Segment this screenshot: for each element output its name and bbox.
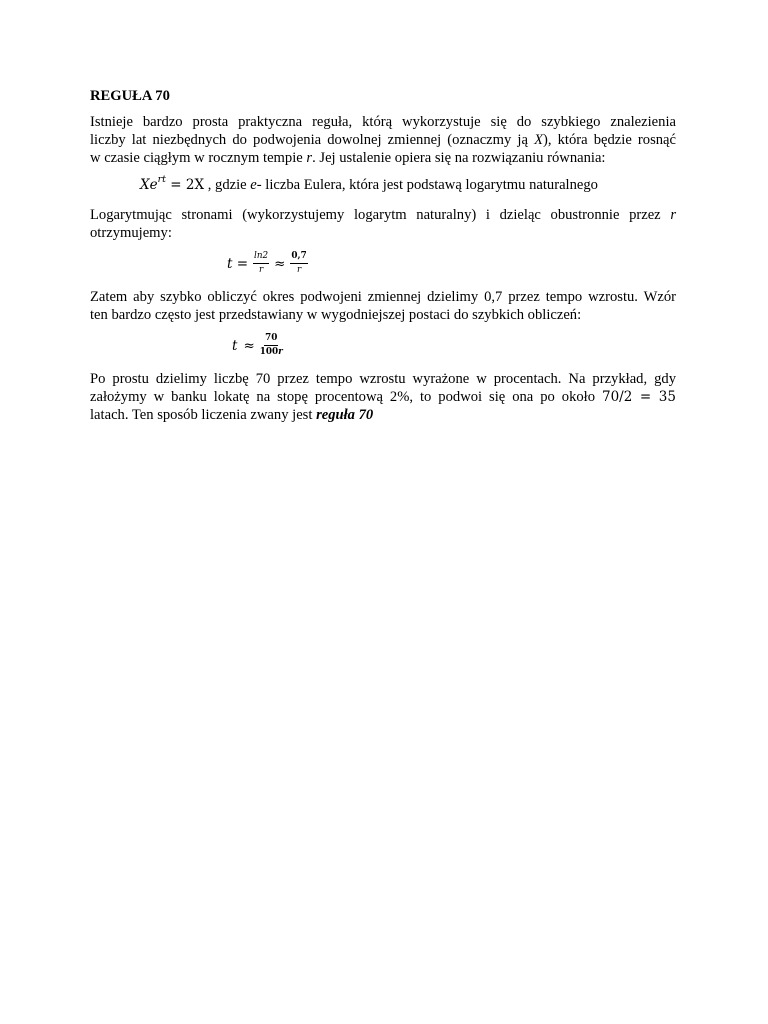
paragraph-example-line-3: [90, 406, 676, 424]
fraction-numerator: 70: [264, 333, 278, 346]
approx-symbol: ≈: [243, 337, 255, 354]
text-segment: ), która będzie rosnąć: [542, 132, 676, 148]
paragraph-logarithm-line-2: otrzymujemy:: [90, 225, 172, 241]
paragraph-example-line-2: [90, 388, 676, 406]
paragraph-intro-line-3: [90, 149, 676, 167]
denominator-number: 100: [259, 347, 279, 357]
equation-rule-of-70: [232, 333, 285, 358]
text-segment: latach. Ten sposób liczenia zwany jest: [90, 407, 317, 423]
equation-lhs: t =: [227, 255, 249, 272]
equation-lhs: [140, 174, 205, 193]
paragraph-logarithm-line-1: [90, 206, 676, 224]
fraction-70-over-100r: [260, 333, 283, 358]
fraction-0-7-over-r: [290, 251, 307, 276]
paragraph-example-line-1: Po prostu dzielimy liczbę 70 przez tempo wzrostu wyrażone w procentach. Na przykład, gdy: [90, 371, 676, 387]
paragraph-approximation-line-2: ten bardzo często jest przedstawiany w wygodniejszej postaci do szybkich obliczeń:: [90, 307, 582, 323]
equation-note-a: , gdzie: [204, 177, 251, 193]
equation-note-b: - liczba Eulera, która jest podstawą logarytmu naturalnego: [256, 177, 598, 193]
equation-exponent: rt: [157, 174, 166, 185]
paragraph-logarithm: [90, 206, 676, 242]
variable-e: e: [250, 177, 257, 193]
paragraph-approximation: [90, 288, 676, 324]
approx-symbol: ≈: [274, 255, 286, 272]
equation-exponential: [140, 176, 598, 194]
paragraph-approximation-line-1: Zatem aby szybko obliczyć okres podwojeni zmiennej dzielimy 0,7 przez tempo wzrostu. Wzór: [90, 289, 676, 305]
paragraph-intro-line-2: [90, 131, 676, 149]
equation-doubling-time: [227, 251, 310, 276]
equation-lhs: t: [232, 337, 238, 354]
variable-r: r: [670, 207, 676, 223]
text-segment: . Jej ustalenie opiera się na rozwiązaniu równania:: [312, 150, 606, 166]
document-heading: REGUŁA 70: [90, 88, 170, 104]
paragraph-intro-line-1: Istnieje bardzo prosta praktyczna reguła, którą wykorzystuje się do szybkiego znalezienia: [90, 114, 676, 130]
inline-math: 70/2 = 35: [601, 389, 676, 405]
fraction-ln2-over-r: [253, 251, 269, 276]
equation-base: Xe: [140, 177, 158, 193]
fraction-numerator: ln2: [253, 251, 269, 264]
text-segment: liczby lat niezbędnych do podwojenia dowolnej zmiennej (oznaczmy ją: [90, 132, 535, 148]
variable-r: r: [306, 150, 313, 166]
text-segment: w czasie ciągłym w rocznym tempie: [90, 150, 307, 166]
paragraph-intro: [90, 113, 676, 167]
rule-name-emphasis: reguła 70: [316, 407, 374, 423]
fraction-numerator: 0,7: [290, 251, 307, 264]
text-segment: Logarytmując stronami (wykorzystujemy logarytm naturalny) i dzieląc obustronnie przez: [90, 207, 671, 223]
text-segment: założymy w banku lokatę na stopę procentową 2%, to podwoi się ona po około: [90, 389, 602, 405]
fraction-denominator: [260, 346, 283, 358]
variable-x: X: [534, 132, 543, 148]
denominator-variable: r: [278, 347, 283, 357]
fraction-denominator: r: [296, 265, 302, 275]
equation-rhs: = 2X: [165, 177, 205, 193]
paragraph-example: [90, 370, 676, 424]
fraction-denominator: r: [258, 265, 264, 275]
